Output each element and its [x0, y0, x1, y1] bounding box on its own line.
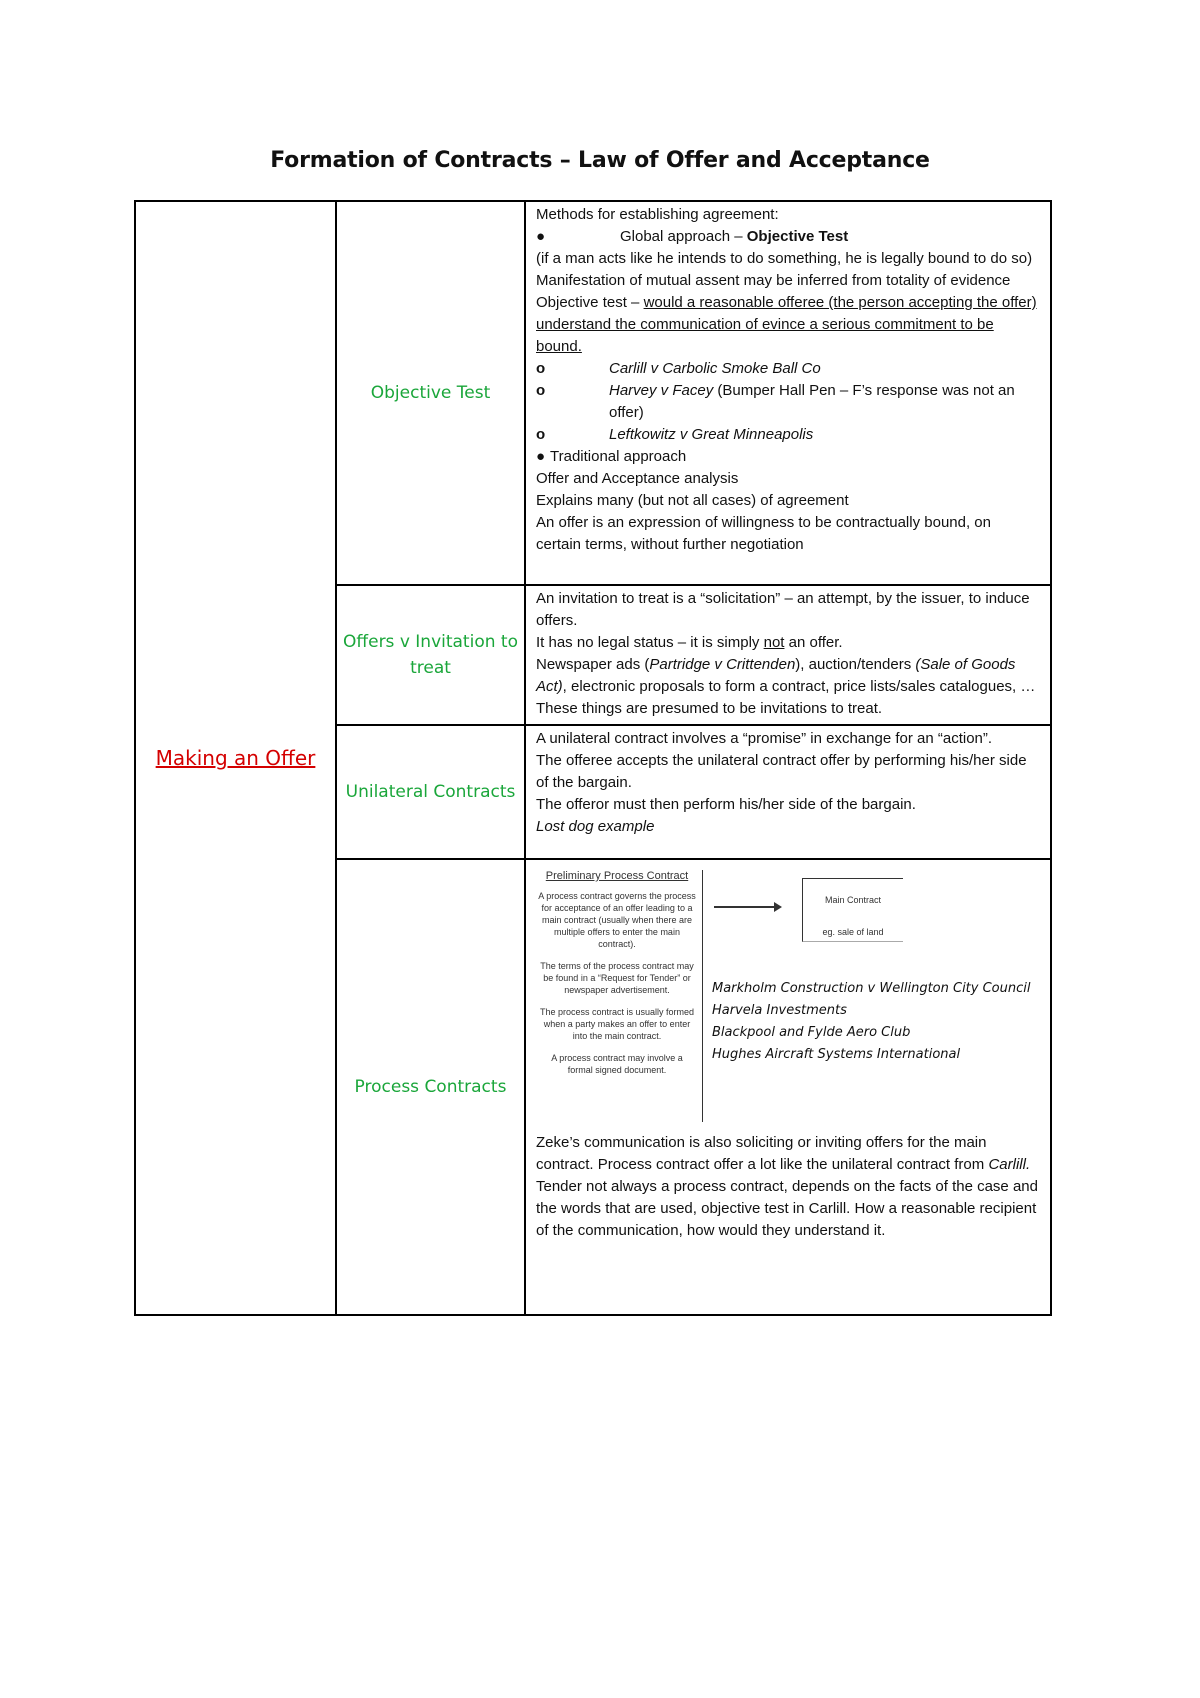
unilateral-heading-cell	[336, 725, 525, 859]
objective-test-heading: Objective Test	[370, 383, 491, 403]
case-item: Hughes Aircraft Systems International	[712, 1047, 961, 1062]
process-content	[525, 859, 1051, 1315]
methods-intro: Methods for establishing agreement:	[536, 206, 779, 223]
case-item: Harvela Investments	[712, 1003, 847, 1018]
invitation-content: An invitation to treat is a “solicitation” – an attempt, by the issuer, to induce offers. It has no legal status – it is simply not an offer. Newspaper ads (Partridge v Crittenden), auction/tenders (Sale of Goods Act), electronic proposals to form a contract, price lists/sales catalogues, … These things are presumed to be invitations to treat.	[525, 585, 1051, 725]
bullet-icon: ●	[536, 228, 546, 245]
objective-test-content	[525, 201, 1051, 585]
offer-acceptance-text: Offer and Acceptance analysis	[536, 470, 739, 487]
case-item: Markholm Construction v Wellington City Council	[712, 981, 1031, 996]
page-title: Formation of Contracts – Law of Offer and Acceptance	[270, 148, 930, 173]
zeke-paragraph: Zeke’s communication is also soliciting or inviting offers for the main contract. Process contract offer a lot like the unilateral contract from Carlill. Tender not always a process contract, depends on the facts of the case and the words that are used, objective test in Carlill. How a reasonable recipient of the communication, how would they understand it.	[536, 1134, 1038, 1239]
process-contract-diagram	[526, 862, 1050, 1132]
invitation-heading-cell	[336, 585, 525, 725]
invitation-heading: Offers v Invitation to treat	[343, 632, 518, 678]
process-heading: Process Contracts	[354, 1077, 507, 1097]
case-leftkowitz: o Leftkowitz v Great Minneapolis	[536, 426, 814, 443]
bullet-icon: ●	[536, 448, 546, 465]
objective-test-heading-cell	[336, 201, 525, 585]
offer-definition: An offer is an expression of willingness to be contractually bound, on certain terms, without further negotiation	[536, 514, 991, 553]
unilateral-content: A unilateral contract involves a “promise” in exchange for an “action”. The offeree accepts the unilateral contract offer by performing his/her side of the bargain. The offeror must then perform his/her side of the bargain. Lost dog example	[525, 725, 1051, 859]
main-heading-cell	[135, 201, 336, 1315]
explains-text: Explains many (but not all cases) of agreement	[536, 492, 849, 509]
case-harvey: o Harvey v Facey (Bumper Hall Pen – F’s response was not an offer)	[536, 382, 1015, 421]
summary-table	[134, 200, 1052, 1316]
bullet-global: ● Global approach – Objective Test	[536, 226, 1040, 248]
bullet-traditional: ● Traditional approach	[536, 446, 1040, 468]
unilateral-heading: Unilateral Contracts	[345, 782, 516, 802]
process-cases-list	[712, 978, 1030, 1066]
main-heading: Making an Offer	[155, 746, 316, 770]
main-contract-box: Main Contract eg. sale of land	[802, 878, 903, 942]
manifestation-text: Manifestation of mutual assent may be inferred from totality of evidence	[536, 272, 1011, 289]
preliminary-process-box: Preliminary Process Contract A process contract governs the process for acceptance of an offer leading to a main contract (usually when there are multiple offers to enter the main contract). The terms of the process contract may be found in a “Request for Tender” or newspaper advertisement. The process contract is usually formed when a party makes an offer to enter into the main contract. A process contract may involve a formal signed document.	[532, 870, 703, 1122]
objective-test-definition: Objective test – would a reasonable offeree (the person accepting the offer) understand the communication of evince a serious commitment to be bound.	[536, 294, 1037, 355]
process-heading-cell	[336, 859, 525, 1315]
case-carlill: o Carlill v Carbolic Smoke Ball Co	[536, 360, 821, 377]
case-item: Blackpool and Fylde Aero Club	[712, 1025, 911, 1040]
arrow-right-icon	[714, 906, 780, 908]
global-suffix: (if a man acts like he intends to do something, he is legally bound to do so)	[536, 250, 1033, 267]
